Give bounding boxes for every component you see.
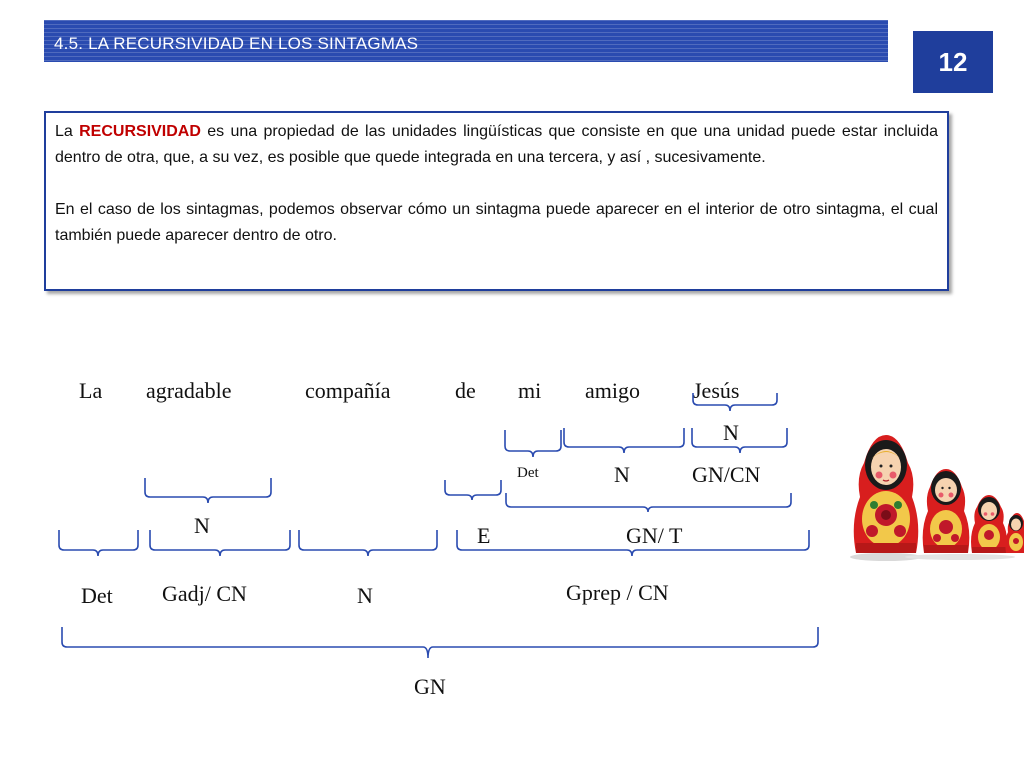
definition-paragraph-2: En el caso de los sintagmas, podemos observar cómo un sintagma puede aparecer en el interior de otro sintagma, el cual también puede aparecer dentro de otro.	[55, 201, 938, 244]
label-gprep-cn: Gprep / CN	[566, 580, 669, 605]
label-jesus-gncn: GN/CN	[692, 462, 761, 487]
doll-medium	[923, 469, 970, 553]
word-de: de	[455, 378, 476, 403]
bracket-gadj-cn	[150, 530, 290, 556]
bracket-amigo-n	[564, 428, 684, 453]
bracket-agradable-n	[145, 478, 271, 503]
recursividad-term: RECURSIVIDAD	[79, 123, 201, 140]
definition-intro: La	[55, 123, 80, 140]
label-la-det: Det	[81, 583, 113, 608]
doll-small	[971, 495, 1007, 553]
bracket-gn-t	[506, 493, 791, 512]
label-jesus-n: N	[723, 420, 739, 445]
doll-large	[854, 435, 919, 553]
label-de-e: E	[477, 523, 491, 548]
word-compania: compañía	[305, 378, 391, 403]
label-agradable-n: N	[194, 513, 210, 538]
label-compania-n: N	[357, 583, 373, 608]
label-whole-gn: GN	[414, 674, 446, 699]
label-mi-det: Det	[517, 465, 539, 481]
bracket-de-e	[445, 480, 501, 500]
word-agradable: agradable	[146, 378, 232, 403]
word-jesus: Jesús	[693, 378, 740, 403]
bracket-whole-gn	[62, 627, 818, 658]
doll-tiny	[1005, 513, 1024, 553]
definition-rest: es una propiedad de las unidades lingüísticas que consiste en que una unidad puede estar incluida dentro de otra, que, a su vez, es posible que quede integrada en una tercera, y así , sucesivamente.	[55, 123, 938, 166]
word-la: La	[79, 378, 103, 403]
slide-title: 4.5. LA RECURSIVIDAD EN LOS SINTAGMAS	[54, 34, 419, 53]
label-gadj-cn: Gadj/ CN	[162, 581, 247, 606]
matryoshka-dolls-icon	[848, 425, 1024, 565]
word-mi: mi	[518, 378, 542, 403]
page-number-badge: 12	[913, 31, 993, 93]
bracket-compania-n	[299, 530, 437, 556]
label-amigo-n: N	[614, 462, 630, 487]
word-amigo: amigo	[585, 378, 640, 403]
bracket-jesus-gncn	[692, 428, 787, 453]
label-gn-t: GN/ T	[626, 523, 683, 548]
bracket-la-det	[59, 530, 138, 556]
bracket-mi-det	[505, 430, 561, 457]
